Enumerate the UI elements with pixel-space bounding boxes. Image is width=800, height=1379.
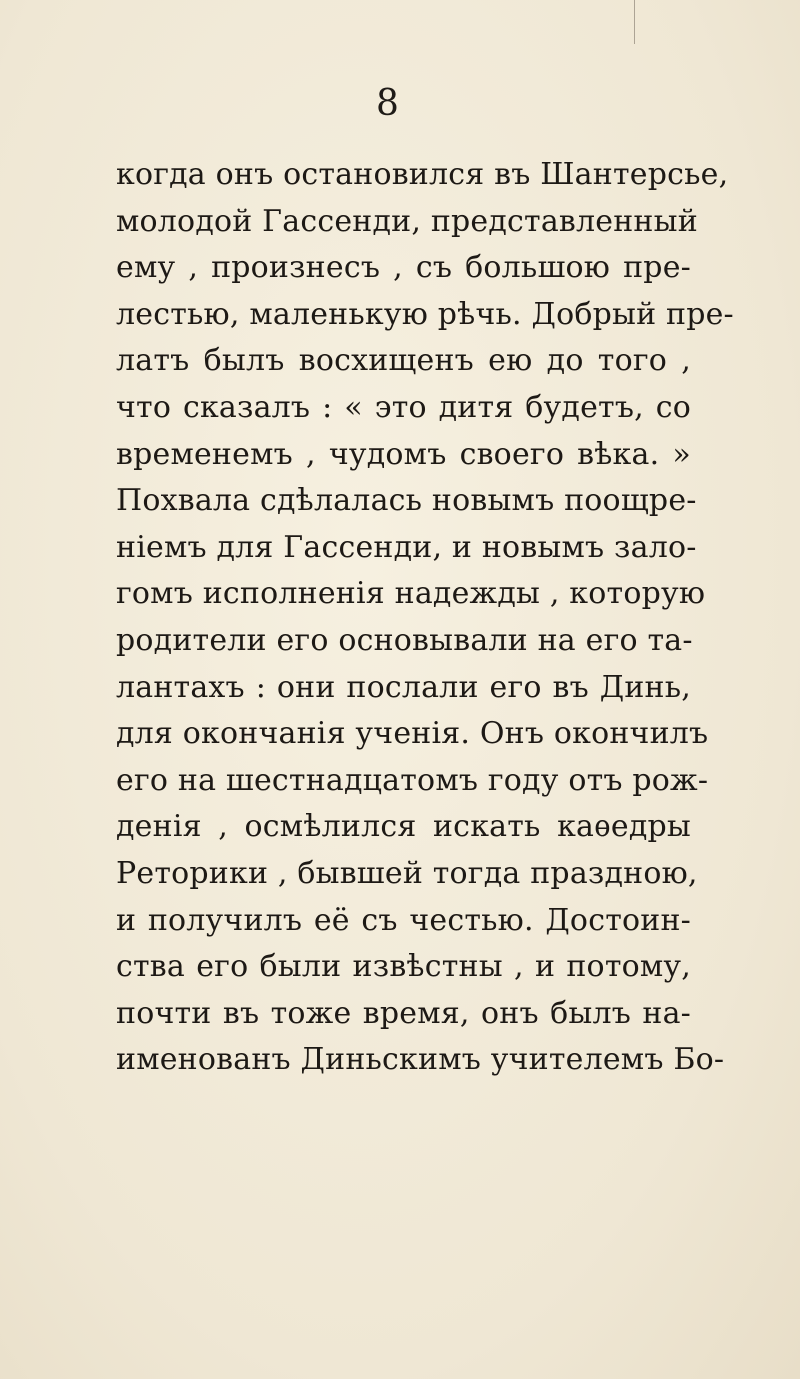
text-line: Похвала сдѣлалась новымъ поощре- bbox=[116, 483, 697, 519]
text-line: временемъ , чудомъ своего вѣка. » bbox=[116, 436, 691, 472]
text-line: ніемъ для Гассенди, и новымъ зало- bbox=[116, 529, 697, 565]
page-body-text bbox=[116, 152, 734, 1084]
text-line: ства его были извѣстны , и потому, bbox=[116, 949, 691, 985]
text-line: гомъ исполненія надежды , которую bbox=[116, 576, 706, 612]
text-line: что сказалъ : « это дитя будетъ, со bbox=[116, 389, 691, 425]
page-fold-line bbox=[634, 0, 635, 44]
text-line: ему , произнесъ , съ большою пре- bbox=[116, 250, 691, 286]
text-line: родители его основывали на его та- bbox=[116, 622, 693, 658]
page-number: 8 bbox=[376, 83, 399, 124]
text-line: лантахъ : они послали его въ Динь, bbox=[116, 669, 691, 705]
text-line: почти въ тоже время, онъ былъ на- bbox=[116, 995, 691, 1031]
text-line: когда онъ остановился въ Шантерсье, bbox=[116, 157, 729, 192]
text-line: именованъ Диньскимъ учителемъ Бо- bbox=[116, 1042, 725, 1078]
text-line: его на шестнадцатомъ году отъ рож- bbox=[116, 762, 709, 798]
text-line: и получилъ её съ честью. Достоин- bbox=[116, 902, 691, 938]
text-line: Реторики , бывшей тогда праздною, bbox=[116, 855, 698, 891]
text-line: латъ былъ восхищенъ ею до того , bbox=[116, 343, 691, 379]
text-line: лестью, маленькую рѣчь. Добрый пре- bbox=[116, 296, 734, 332]
text-line: молодой Гассенди, представленный bbox=[116, 203, 698, 239]
text-line: денія , осмѣлился искать каѳедры bbox=[116, 809, 691, 845]
text-line: для окончанія ученія. Онъ окончилъ bbox=[116, 716, 709, 752]
